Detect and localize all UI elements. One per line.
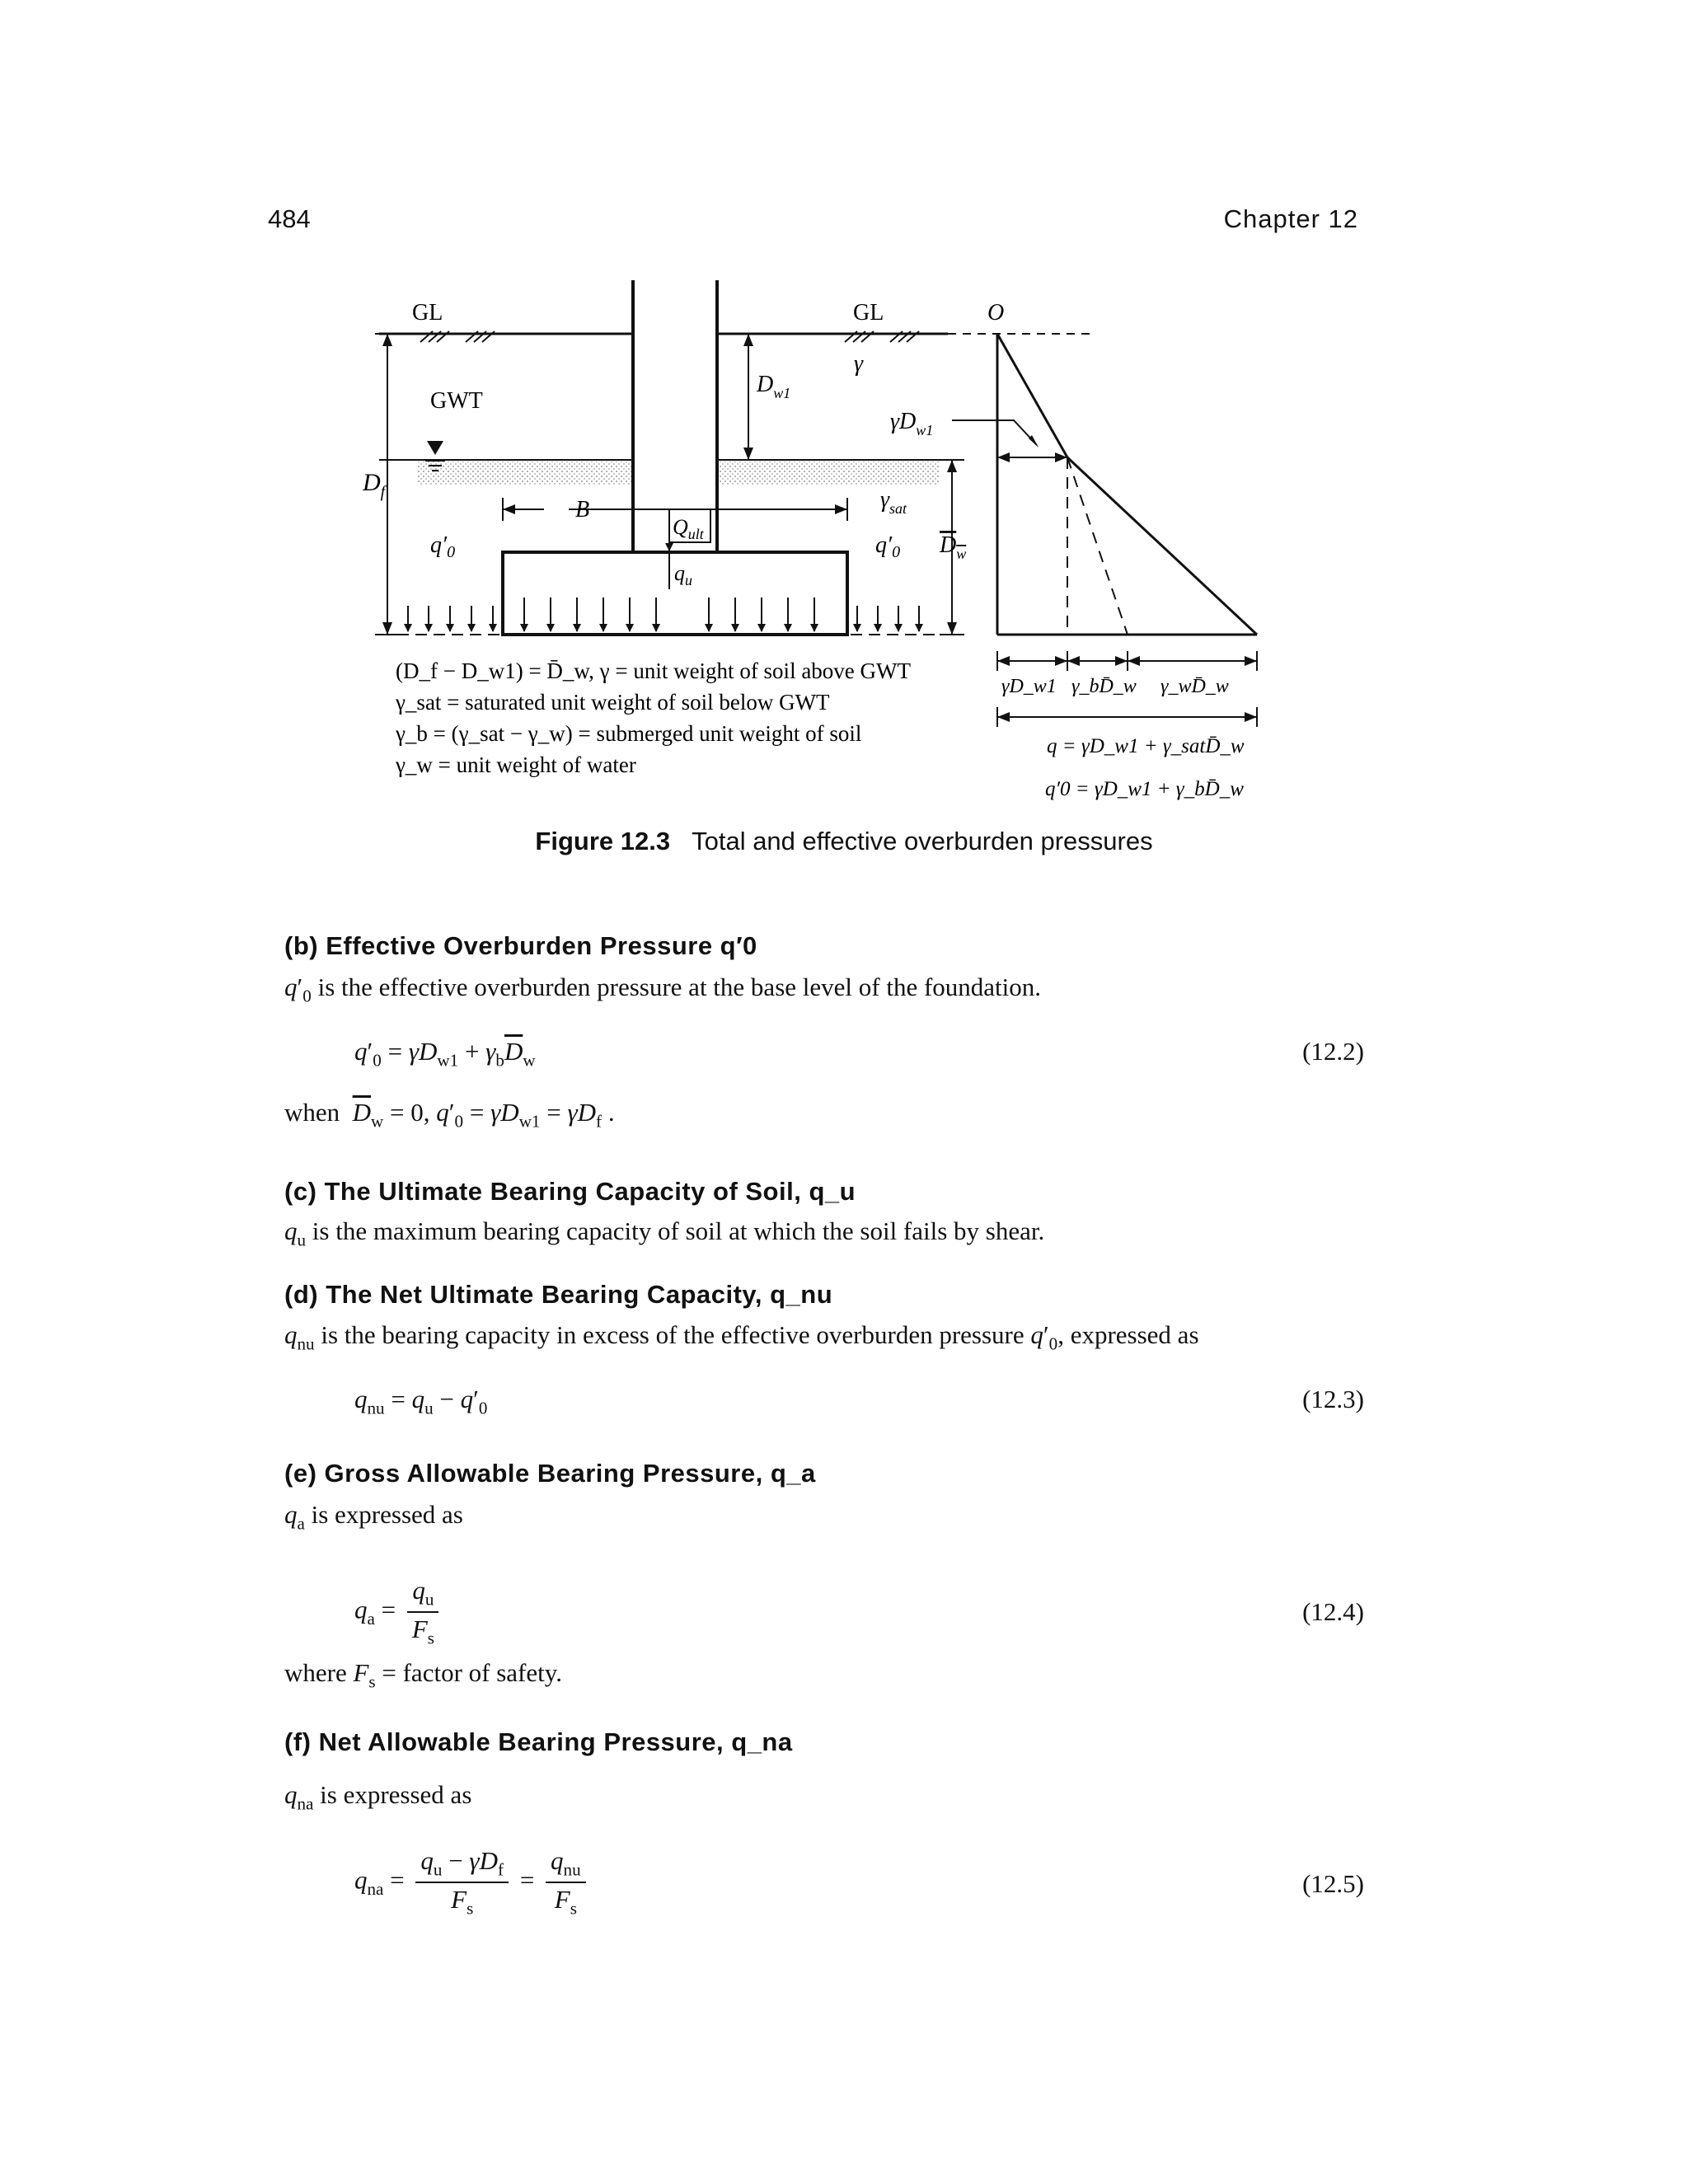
text-c: $q_u$ is the maximum bearing capacity of soil at which the soil fails by shear. xyxy=(284,1216,1045,1250)
equation-12-2: $q'_0 = \gamma D_{w1} + \gamma_b\overline{D}_w$ xyxy=(354,1037,536,1071)
text-d: $q_{nu}$ is the bearing capacity in excess of the effective overburden pressure $q'_0$, expressed as xyxy=(284,1320,1199,1354)
heading-e: (e) Gross Allowable Bearing Pressure, q_a xyxy=(284,1459,816,1488)
df-label: $D_f$ xyxy=(363,469,386,501)
gl-left-label: GL xyxy=(412,300,443,326)
b-label: B xyxy=(575,497,590,523)
page-number: 484 xyxy=(268,204,311,233)
eq-number-12-5: (12.5) xyxy=(1302,1869,1364,1898)
figure-caption: Figure 12.3 Total and effective overburden pressures xyxy=(535,827,1153,855)
text-f: $q_{na}$ is expressed as xyxy=(284,1780,472,1814)
seg3-label: γ_wD̄_w xyxy=(1160,676,1229,697)
gwt-label: GWT xyxy=(430,388,483,414)
overburden-figure xyxy=(363,272,1368,816)
gamma-label: γ xyxy=(854,351,864,377)
heading-b: (b) Effective Overburden Pressure q′0 xyxy=(284,931,757,960)
text-b-when: when $\overline{D}_w = 0$, $q'_0 = \gamma D_{w1} = \gamma D_f$ . xyxy=(284,1098,615,1132)
q0-left-label: $q'_0$ xyxy=(430,532,456,561)
gamma-dw1-label: $\gamma D_{w1}$ xyxy=(890,409,934,438)
heading-c: (c) The Ultimate Bearing Capacity of Soil, q_u xyxy=(284,1177,856,1206)
water-table-icon xyxy=(427,441,443,455)
seg2-label: γ_bD̄_w xyxy=(1071,676,1137,697)
text-e-where: where $F_s$ = factor of safety. xyxy=(284,1658,562,1692)
text-e: $q_a$ is expressed as xyxy=(284,1500,463,1534)
qu-label: $q_u$ xyxy=(674,561,692,588)
equation-12-3: $q_{nu} = q_u - q'_0$ xyxy=(354,1385,488,1418)
seg1-label: γD_w1 xyxy=(1001,676,1057,697)
effective-pressure-label: q′0 = γD_w1 + γ_bD̄_w xyxy=(1045,778,1244,800)
q0-right-label: $q'_0$ xyxy=(875,532,901,561)
gamma-sat-label: $\gamma_{sat}$ xyxy=(880,487,907,517)
eq-number-12-3: (12.3) xyxy=(1302,1385,1364,1413)
legend-line-3: γ_b = (γ_sat − γ_w) = submerged unit weight of soil xyxy=(396,721,862,746)
legend-line-2: γ_sat = saturated unit weight of soil below GWT xyxy=(396,690,830,715)
gl-right-label: GL xyxy=(853,300,884,326)
legend-line-4: γ_w = unit weight of water xyxy=(396,752,636,777)
eq-number-12-4: (12.4) xyxy=(1302,1597,1364,1626)
equation-12-5: $q_{na}$ = $\frac{q_u - \gamma D_f}{F_s}$ = $\frac{q_{nu}}{F_s}$ xyxy=(354,1846,591,1919)
equation-12-4: $q_a$ = $\frac{q_u}{F_s}$ xyxy=(354,1576,444,1649)
heading-f: (f) Net Allowable Bearing Pressure, q_na xyxy=(284,1727,793,1756)
dw1-label: $D_{w1}$ xyxy=(757,372,791,401)
legend-line-1: (D_f − D_w1) = D̄_w, γ = unit weight of soil above GWT xyxy=(396,658,912,683)
chapter-title: Chapter 12 xyxy=(1223,204,1358,233)
heading-d: (d) The Net Ultimate Bearing Capacity, q_nu xyxy=(284,1280,833,1309)
qult-label: $Q_{ult}$ xyxy=(673,515,704,542)
gwt-zone-left xyxy=(417,462,633,485)
gwt-zone-right xyxy=(717,462,940,485)
dw-label: $D_w$ xyxy=(940,532,967,562)
text-b: $q'_0$ is the effective overburden pressure at the base level of the foundation. xyxy=(284,972,1042,1006)
origin-label: O xyxy=(987,300,1005,326)
eq-number-12-2: (12.2) xyxy=(1302,1037,1364,1066)
total-pressure-label: q = γD_w1 + γ_satD̄_w xyxy=(1047,735,1245,757)
